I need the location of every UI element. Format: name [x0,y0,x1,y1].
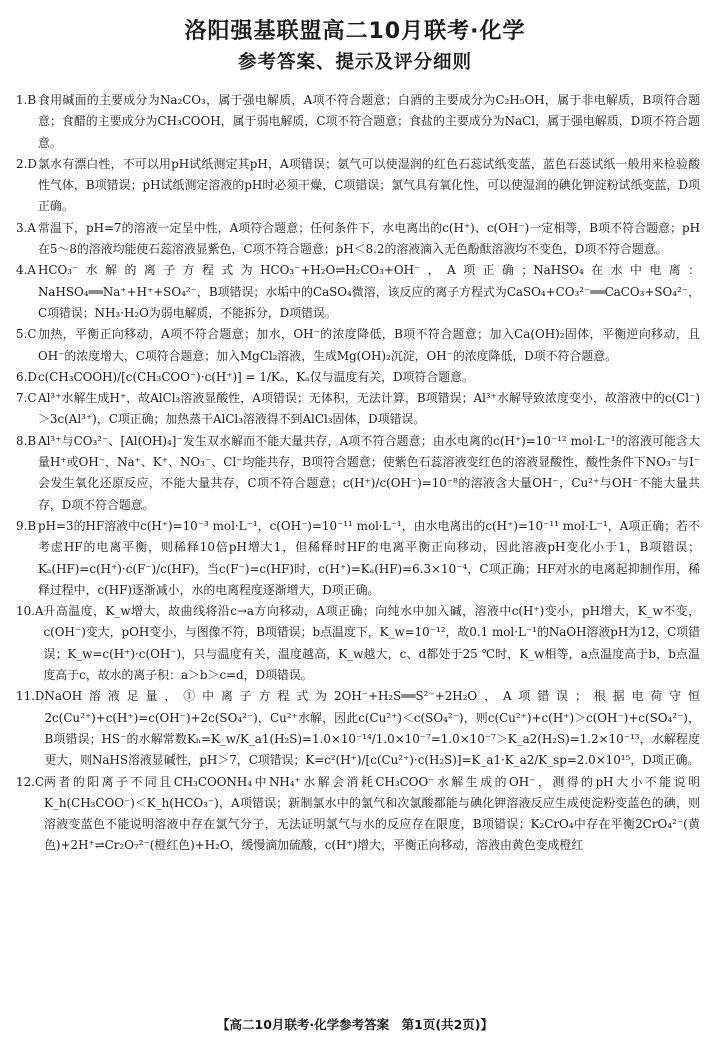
answer-number: 8.B [16,433,37,448]
answer-text: Al³⁺水解生成H⁺，故AlCl₃溶液显酸性，A项错误；无体积，无法计算，B项错误；Al³⁺水解导致浓度变小，故溶液中的c(Cl⁻)＞3c(Al³⁺)，C项正确；加热蒸干AlCl₃溶液得不到AlCl₃固体，D项错误。 [38,391,700,427]
answer-text: c(CH₃COOH)/[c(CH₃COO⁻)·c(H⁺)] = 1/Kₐ，Kₐ仅与温度有关，D项符合题意。 [38,369,474,384]
answer-item-5 [16,324,700,367]
answer-item-6 [16,367,700,388]
answer-item-8 [16,431,700,516]
answer-item-2 [16,154,700,218]
answer-number: 2.D [16,156,37,171]
answer-number: 5.C [16,327,37,342]
answer-text: NaOH溶液足量，①中离子方程式为2OH⁻+H₂S══S²⁻+2H₂O，A项错误；根据电荷守恒2c(Cu²⁺)+c(H⁺)=c(OH⁻)+2c(SO₄²⁻)，Cu²⁺水解，因此c(Cu²⁺)＜c(SO₄²⁻)，则c(Cu²⁺)+c(H⁺)＞c(OH⁻)+c(SO₄²⁻)，B项错误；HS⁻的水解常数Kₕ=K_w/K_a1(H₂S)=1.0×10⁻¹⁴/1.0×10⁻⁷=1.0×10⁻⁷＞K_a2(H₂S)=1.2×10⁻¹³，水解程度更大，则NaHS溶液显碱性，pH＞7，C项错误；K=c²(H⁺)/[c(Cu²⁺)·c(H₂S)]=K_a1·K_a2/K_sp=2.0×10¹⁵，D项正确。 [44,689,700,768]
answer-item-12 [16,772,700,857]
answer-number: 3.A [16,220,36,235]
answer-item-11 [16,686,700,771]
answer-number: 6.D [16,369,37,384]
answer-number: 10.A [16,604,44,619]
answer-item-10 [16,601,700,686]
answer-text: HCO₃⁻水解的离子方程式为HCO₃⁻+H₂O⇌H₂CO₃+OH⁻，A项正确；NaHSO₄在水中电离：NaHSO₄══Na⁺+H⁺+SO₄²⁻，B项错误；水垢中的CaSO₄微溶，该反应的离子方程式为CaSO₄+CO₃²⁻══CaCO₃+SO₄²⁻，C项错误；NH₃·H₂O为弱电解质，不能拆分，D项错误。 [38,263,700,320]
answer-number: 12.C [16,774,45,789]
answer-number: 7.C [16,391,37,406]
page-subtitle: 参考答案、提示及评分细则 [237,52,472,73]
answer-item-1 [16,90,700,154]
answer-item-3 [16,218,700,261]
answer-text: 食用碱面的主要成分为Na₂CO₃，属于强电解质，A项不符合题意；白酒的主要成分为C₂H₅OH，属于非电解质，B项符合题意；食醋的主要成分为CH₃COOH，属于弱电解质，C项不符合题意；食盐的主要成分为NaCl，属于强电解质，D项不符合题意。 [38,93,700,150]
answer-text: pH=3的HF溶液中c(H⁺)=10⁻³ mol·L⁻¹，c(OH⁻)=10⁻¹¹ mol·L⁻¹，由水电离出的c(H⁺)=10⁻¹¹ mol·L⁻¹，A项正确；若不考虑HF的电离平衡，则稀释10倍pH增大1，但稀释时HF的电离平衡正向移动，因此溶液pH变化小于1，B项错误；Kₐ(HF)=c(H⁺)·c(F⁻)/c(HF)，当c(F⁻)=c(HF)时，c(H⁺)=Kₐ(HF)=6.3×10⁻⁴，C项正确；HF对水的电离起抑制作用，稀释过程中，c(HF)逐渐减小，水的电离程度逐渐增大，D项正确。 [38,518,700,597]
page-title: 洛阳强基联盟高二10月联考·化学 [184,19,526,44]
answer-number: 4.A [16,263,36,278]
page-footer: 【高二10月联考·化学参考答案 第1页(共2页)】 [217,1017,493,1032]
answer-item-7 [16,388,700,431]
answer-text: Al³⁺与CO₃²⁻、[Al(OH)₄]⁻发生双水解而不能大量共存，A项不符合题意；由水电离的c(H⁺)=10⁻¹² mol·L⁻¹的溶液可能含大量H⁺或OH⁻，Na⁺、K⁺、NO₃⁻、Cl⁻均能共存，B项符合题意；使紫色石蕊溶液变红色的溶液显酸性，酸性条件下NO₃⁻与I⁻会发生氧化还原反应，不能大量共存，C项不符合题意；c(H⁺)/c(OH⁻)=10⁻⁸的溶液含大量OH⁻，Cu²⁺与OH⁻不能大量共存，D项不符合题意。 [38,433,700,512]
answer-number: 9.B [16,518,37,533]
answer-item-4 [16,260,700,324]
answer-number: 11.D [16,689,45,704]
answer-text: 升高温度，K_w增大，故曲线将沿c→a方向移动，A项正确；向纯水中加入碱，溶液中c(H⁺)变小，pH增大，K_w不变，c(OH⁻)变大，pOH变小，与图像不符，B项错误；b点温度下，K_w=10⁻¹²，故0.1 mol·L⁻¹的NaOH溶液pH为12，C项错误；K_w=c(H⁺)·c(OH⁻)，只与温度有关，温度越高，K_w越大，c、d都处于25 ℃时，K_w相等，a点温度高于b，b点温度高于c，故水的离子积：a＞b＞c=d，D项错误。 [43,604,701,683]
answer-item-9 [16,516,700,601]
answer-text: 加热，平衡正向移动，A项不符合题意；加水，OH⁻的浓度降低，B项不符合题意；加入Ca(OH)₂固体，平衡逆向移动，且OH⁻的浓度增大，C项符合题意；加入MgCl₂溶液，生成Mg(OH)₂沉淀，OH⁻的浓度降低，D项不符合题意。 [38,327,700,363]
answer-list [16,90,700,857]
answer-text: 氯水有漂白性，不可以用pH试纸测定其pH，A项错误；氨气可以使湿润的红色石蕊试纸变蓝，蓝色石蕊试纸一般用来检验酸性气体，B项错误；pH试纸测定溶液的pH时必须干燥，C项错误；氯气具有氧化性，可以使湿润的碘化钾淀粉试纸变蓝，D项正确。 [38,156,700,214]
answer-text: 两者的阳离子不同且CH₃COONH₄中NH₄⁺水解会消耗CH₃COO⁻水解生成的OH⁻，测得的pH大小不能说明K_h(CH₃COO⁻)＜K_h(HCO₃⁻)，A项错误；新制氯水中的氯气和次氯酸都能与碘化钾溶液反应生成使淀粉变蓝色的碘，则溶液变蓝色不能说明溶液中存在氯气分子，无法证明氯气与水的反应存在限度，B项错误；K₂CrO₄中存在平衡2CrO₄²⁻(黄色)+2H⁺⇌Cr₂O₇²⁻(橙红色)+H₂O，缓慢滴加硫酸，c(H⁺)增大，平衡正向移动，溶液由黄色变成橙红 [44,774,700,853]
answer-text: 常温下，pH=7的溶液一定呈中性，A项符合题意；任何条件下，水电离出的c(H⁺)、c(OH⁻)一定相等，B项不符合题意；pH在5～8的溶液均能使石蕊溶液显紫色，C项不符合题意；pH＜8.2的溶液滴入无色酚酞溶液均不变色，D项不符合题意。 [38,220,700,257]
answer-number: 1.B [16,93,37,107]
